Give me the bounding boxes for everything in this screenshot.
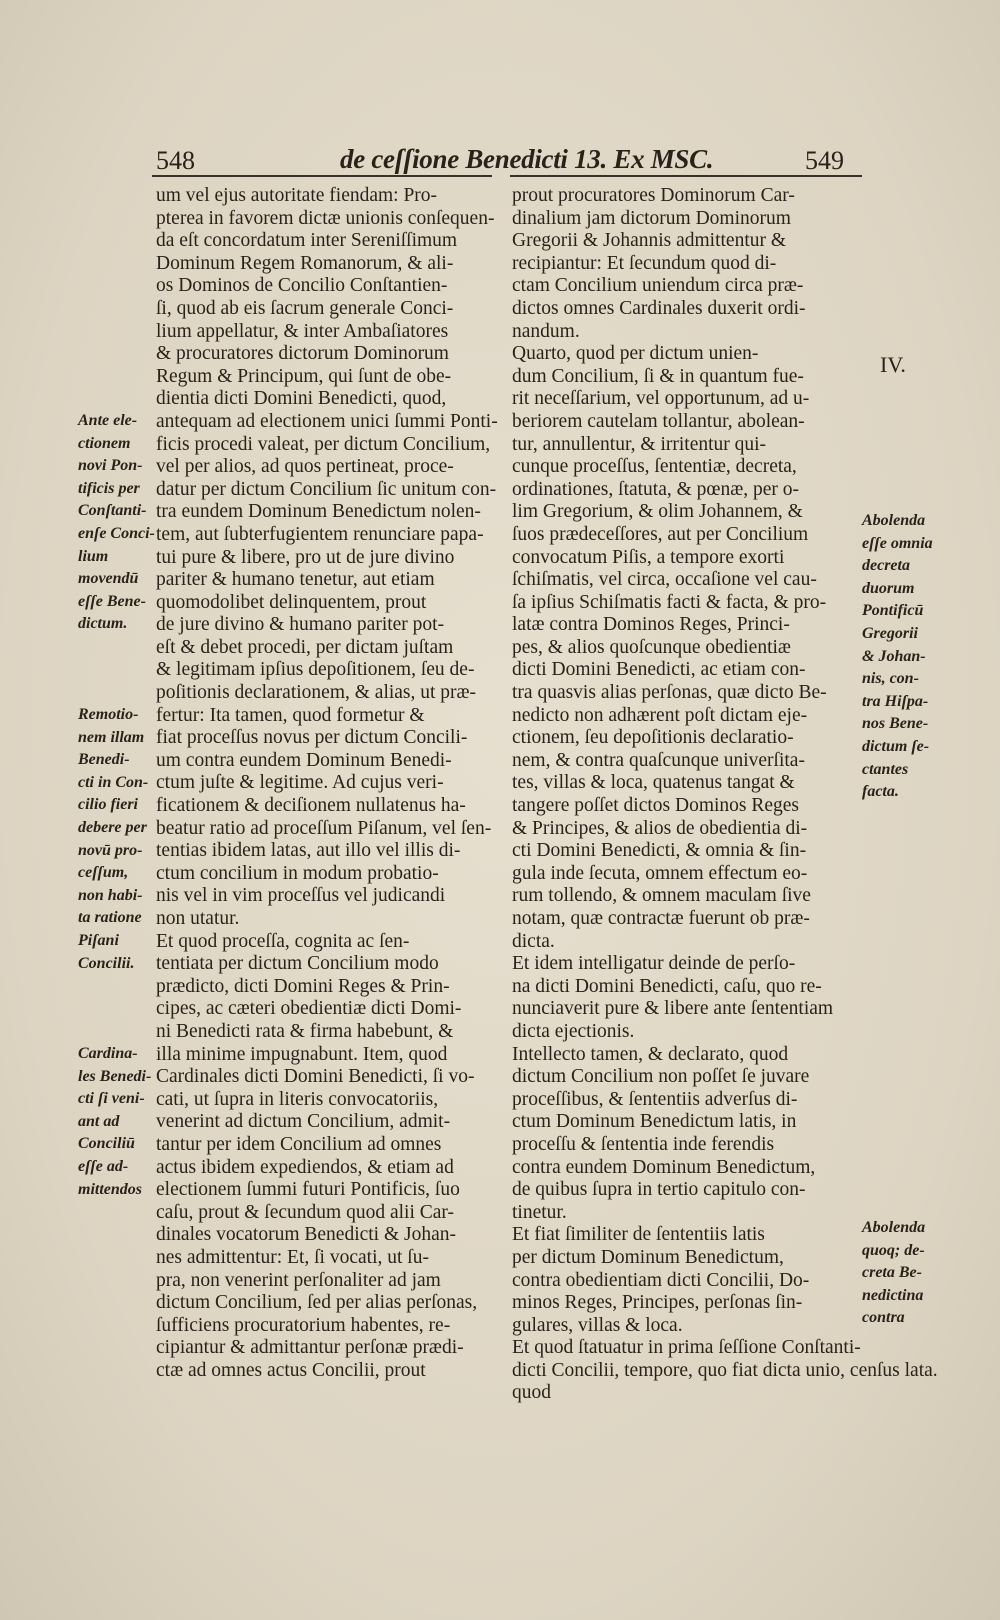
text-line: convocatum Piſis, a tempore exorti (512, 546, 785, 568)
text-line: fiat proceſſus novus per dictum Concili- (156, 727, 468, 749)
text-line: quod (512, 1382, 551, 1404)
section-numeral: IV. (880, 352, 906, 377)
text-line: Cardinales dicti Domini Benedicti, ſi vo- (156, 1066, 475, 1088)
marginal-line: dictum ſe- (862, 737, 930, 755)
left-text-column (156, 185, 498, 1382)
text-line: gula inde ſecuta, omnem effectum eo- (512, 862, 808, 884)
marginal-line: ta ratione (78, 909, 142, 927)
marginal-line: facta. (862, 783, 899, 801)
marginal-line: tificis per (78, 479, 140, 497)
marginal-line: Cardina- (78, 1045, 138, 1062)
marginal-line: Conſtanti- (78, 502, 147, 520)
text-line: ctionem, ſeu depoſitionis declaratio- (512, 727, 794, 749)
text-line: de jure divino & humano pariter pot- (156, 614, 445, 636)
left-marginal-note (78, 704, 156, 975)
text-line: Regum & Principum, qui ſunt de obe- (156, 365, 452, 387)
text-line: tur, annullentur, & irritentur qui- (512, 433, 767, 455)
marginal-line: nis, con- (862, 670, 919, 688)
text-line: cti Domini Benedicti, & omnia & ſin- (512, 840, 807, 862)
text-line: lim Gregorium, & olim Johannem, & (512, 501, 803, 523)
text-line: ſchiſmatis, vel circa, occaſione vel cau- (512, 569, 817, 591)
text-line: cipiantur & admittantur perſonæ prædi- (156, 1337, 464, 1359)
text-line: cunque proceſſus, ſententiæ, decreta, (512, 456, 797, 478)
text-line: contra eundem Dominum Benedictum, (512, 1156, 816, 1178)
text-line: Dominum Regem Romanorum, & ali- (156, 252, 454, 274)
text-line: nedicto non adhærent poſt dictam eje- (512, 704, 808, 726)
text-line: proceſſibus, & ſententiis adverſus di- (512, 1088, 798, 1110)
text-line: datur per dictum Concilium ſic unitum con- (156, 478, 497, 500)
text-line: eſt & debet procedi, per dictam juſtam (156, 636, 454, 658)
marginal-line: tra Hiſpa- (862, 692, 929, 710)
marginal-line: cilio fieri (78, 796, 138, 814)
text-line: prædicto, dicti Domini Reges & Prin- (156, 975, 450, 997)
header-rule-right (510, 175, 862, 177)
text-line: venerint ad dictum Concilium, admit- (156, 1111, 451, 1133)
text-line: tes, villas & loca, quatenus tangat & (512, 772, 795, 794)
marginal-line: lium (78, 547, 109, 565)
text-line: ſa ipſius Schiſmatis facti & facta, & pro- (512, 591, 827, 613)
text-line: gulares, villas & loca. (512, 1314, 683, 1336)
text-line: tentiata per dictum Concilium modo (156, 953, 439, 975)
marginal-line: movendū (78, 570, 139, 588)
marginal-line: creta Be- (862, 1264, 922, 1282)
marginal-line: decreta (862, 557, 910, 575)
text-line: cati, ut ſupra in literis convocatoriis, (156, 1088, 439, 1110)
text-line: nes admittentur: Et, ſi vocati, ut ſu- (156, 1246, 429, 1268)
text-line: ficationem & deciſionem nullatenus ha- (156, 795, 466, 817)
marginal-line: cti ſi veni- (78, 1090, 145, 1108)
text-line: dinales vocatorum Benedicti & Johan- (156, 1224, 457, 1246)
page-number-left: 548 (156, 146, 195, 175)
text-line: ctæ ad omnes actus Concilii, prout (156, 1359, 426, 1381)
text-line: prout procuratores Dominorum Car- (512, 185, 795, 206)
text-line: Intellecto tamen, & declarato, quod (512, 1043, 789, 1065)
text-line: de quibus ſupra in tertio capitulo con- (512, 1179, 806, 1201)
marginal-line: ant ad (78, 1112, 120, 1130)
marginal-line: enſe Conci- (78, 524, 155, 542)
text-line: tangere poſſet dictos Dominos Reges (512, 795, 800, 817)
text-line: ni Benedicti rata & firma habebunt, & (156, 1020, 454, 1042)
marginal-line: mittendos (78, 1180, 143, 1198)
marginal-line: eſſe ad- (78, 1157, 129, 1175)
text-line: recipiantur: Et ſecundum quod di- (512, 252, 777, 274)
text-line: & procuratores dictorum Dominorum (156, 343, 449, 365)
marginal-line: nem illam (78, 728, 145, 746)
text-line: rit neceſſarium, vel opportunum, ad u- (512, 388, 810, 410)
marginal-line: duorum (862, 579, 915, 597)
text-line: Et quod ſtatuatur in prima ſeſſione Conſtanti- (512, 1337, 861, 1359)
marginal-line: Concilii. (78, 954, 135, 972)
running-title: de ceſſione Benedicti 13. Ex MSC. (340, 144, 714, 174)
text-line: Et idem intelligatur deinde de perſo- (512, 953, 796, 975)
marginal-line: Abolenda (862, 1219, 926, 1236)
text-line: nis vel in vim proceſſus vel judicandi (156, 885, 446, 907)
text-line: actus ibidem expediendos, & etiam ad (156, 1156, 454, 1178)
marginal-line: Abolenda (862, 512, 926, 529)
text-line: non utatur. (156, 908, 240, 929)
marginal-line: Ante ele- (78, 412, 138, 429)
marginal-line: novū pro- (78, 841, 143, 859)
text-line: pra, non venerint perſonaliter ad jam (156, 1269, 441, 1291)
marginal-line: contra (862, 1309, 905, 1327)
marginal-line: dictum. (78, 615, 128, 633)
text-line: dientia dicti Domini Benedicti, quod, (156, 388, 447, 410)
text-line: minos Reges, Principes, perſonas ſin- (512, 1292, 803, 1314)
text-line: caſu, prout & ſecundum quod alii Car- (156, 1201, 454, 1223)
header-rule-left (152, 175, 492, 177)
marginal-line: Benedi- (78, 751, 130, 769)
text-line: dicti Concilii, tempore, quo fiat dicta unio, cenſus lata. (512, 1359, 938, 1381)
marginal-line: Pontificū (862, 602, 924, 620)
text-line: dicta. (512, 930, 555, 952)
marginal-line: Remotio- (78, 706, 139, 723)
text-line: poſitionis declarationem, & alias, ut præ- (156, 682, 477, 704)
marginal-line: nos Bene- (862, 715, 929, 733)
marginal-line: ctionem (78, 434, 131, 452)
marginal-line: ceſſum, (78, 864, 129, 882)
text-line: ſuos prædeceſſores, aut per Concilium (512, 523, 809, 545)
text-line: tinetur. (512, 1201, 567, 1223)
text-line: dicta ejectionis. (512, 1020, 635, 1042)
text-line: um vel ejus autoritate fiendam: Pro- (156, 185, 438, 206)
text-line: nandum. (512, 320, 580, 342)
text-line: tra eundem Dominum Benedictum nolen- (156, 501, 481, 523)
text-line: antequam ad electionem unici ſummi Ponti- (156, 410, 498, 432)
text-line: quomodolibet delinquentem, prout (156, 591, 427, 613)
text-line: dicti Domini Benedicti, ac etiam con- (512, 659, 806, 681)
marginal-line: eſſe Bene- (78, 592, 146, 610)
right-marginal-note (862, 1217, 962, 1330)
text-line: tra quasvis alias perſonas, quæ dicto Be- (512, 682, 827, 704)
text-line: cipes, ac cæteri obedientiæ dicti Domi- (156, 998, 462, 1020)
text-line: Gregorii & Johannis admittentur & (512, 230, 787, 252)
page-number-right: 549 (805, 146, 844, 175)
marginal-line: non habi- (78, 886, 143, 904)
text-line: dictum Concilium, ſed per alias perſonas, (156, 1292, 478, 1314)
text-line: beatur ratio ad proceſſum Piſanum, vel ſen- (156, 817, 492, 839)
text-line: illa minime impugnabunt. Item, quod (156, 1043, 448, 1065)
text-line: lium appellatur, & inter Ambaſiatores (156, 320, 449, 342)
text-line: Quarto, quod per dictum unien- (512, 343, 759, 365)
text-line: contra obedientiam dicti Concilii, Do- (512, 1269, 810, 1291)
text-line: Et fiat ſimiliter de ſententiis latis (512, 1224, 765, 1246)
text-line: per dictum Dominum Benedictum, (512, 1246, 784, 1268)
text-line: os Dominos de Concilio Conſtantien- (156, 275, 448, 297)
text-line: dictos omnes Cardinales duxerit ordi- (512, 297, 806, 319)
text-line: dum Concilium, ſi & in quantum fue- (512, 365, 804, 387)
text-line: ctum concilium in modum probatio- (156, 862, 439, 884)
text-line: pes, & alios quoſcunque obedientiæ (512, 636, 791, 658)
text-line: tantur per idem Concilium ad omnes (156, 1133, 442, 1155)
text-line: nunciaverit pure & libere ante ſententiam (512, 998, 834, 1020)
text-line: pterea in favorem dictæ unionis conſequen- (156, 207, 495, 229)
marginal-line: eſſe omnia (862, 534, 933, 552)
marginal-line: novi Pon- (78, 457, 143, 475)
marginal-line: Gregorii (862, 624, 918, 642)
marginal-line: cti in Con- (78, 773, 149, 791)
text-line: proceſſu & ſententia inde ferendis (512, 1133, 775, 1155)
marginal-line: quoq; de- (862, 1241, 925, 1259)
marginal-line: debere per (78, 818, 147, 836)
text-line: um contra eundem Dominum Benedi- (156, 749, 452, 771)
text-line: nem, & contra quaſcunque univerſita- (512, 749, 805, 771)
text-line: latæ contra Dominos Reges, Princi- (512, 614, 790, 636)
text-line: ctum juſte & legitime. Ad cujus veri- (156, 772, 444, 794)
text-line: ſufficiens procuratorium habentes, re- (156, 1314, 451, 1336)
marginal-line: nedictina (862, 1286, 924, 1304)
marginal-line: Conciliū (78, 1135, 135, 1153)
text-line: notam, quæ contractæ fuerunt ob præ- (512, 908, 810, 929)
text-line: tui pure & libere, pro ut de jure divino (156, 546, 455, 568)
text-line: tentias ibidem latas, aut illo vel illis di- (156, 840, 461, 862)
text-line: da eſt concordatum inter Sereniſſimum (156, 230, 458, 252)
text-line: pariter & humano tenetur, aut etiam (156, 569, 435, 591)
marginal-line: & Johan- (862, 647, 926, 665)
text-line: na dicti Domini Benedicti, caſu, quo re- (512, 975, 822, 997)
marginal-line: les Benedi- (78, 1067, 152, 1085)
text-line: Et quod proceſſa, cognita ac ſen- (156, 930, 410, 952)
text-line: & legitimam ipſius depoſitionem, ſeu de- (156, 659, 475, 681)
left-marginal-note (78, 1043, 156, 1201)
text-line: ctum Dominum Benedictum latis, in (512, 1111, 797, 1133)
text-line: ficis procedi valeat, per dictum Concilium, (156, 433, 491, 455)
marginal-line: ctantes (862, 760, 909, 778)
text-line: & Principes, & alios de obedientia di- (512, 817, 808, 839)
right-marginal-note (862, 510, 962, 804)
text-line: ctam Concilium uniendum circa præ- (512, 275, 804, 297)
text-line: dinalium jam dictorum Dominorum (512, 207, 791, 229)
text-line: vel per alios, ad quos pertineat, proce- (156, 456, 454, 478)
text-line: ordinationes, ſtatuta, & pœnæ, per o- (512, 478, 800, 500)
text-line: electionem ſummi futuri Pontificis, ſuo (156, 1179, 460, 1201)
text-line: beriorem cautelam tollantur, abolean- (512, 410, 805, 432)
text-line: ſi, quod ab eis ſacrum generale Conci- (156, 297, 454, 319)
text-line: rum tollendo, & omnem maculam ſive (512, 885, 811, 907)
text-line: tem, aut ſubterfugientem renunciare papa- (156, 523, 484, 545)
text-line: fertur: Ita tamen, quod formetur & (156, 704, 425, 726)
left-marginal-note (78, 410, 156, 636)
marginal-line: Piſani (78, 931, 119, 949)
text-line: dictum Concilium non poſſet ſe juvare (512, 1066, 810, 1088)
